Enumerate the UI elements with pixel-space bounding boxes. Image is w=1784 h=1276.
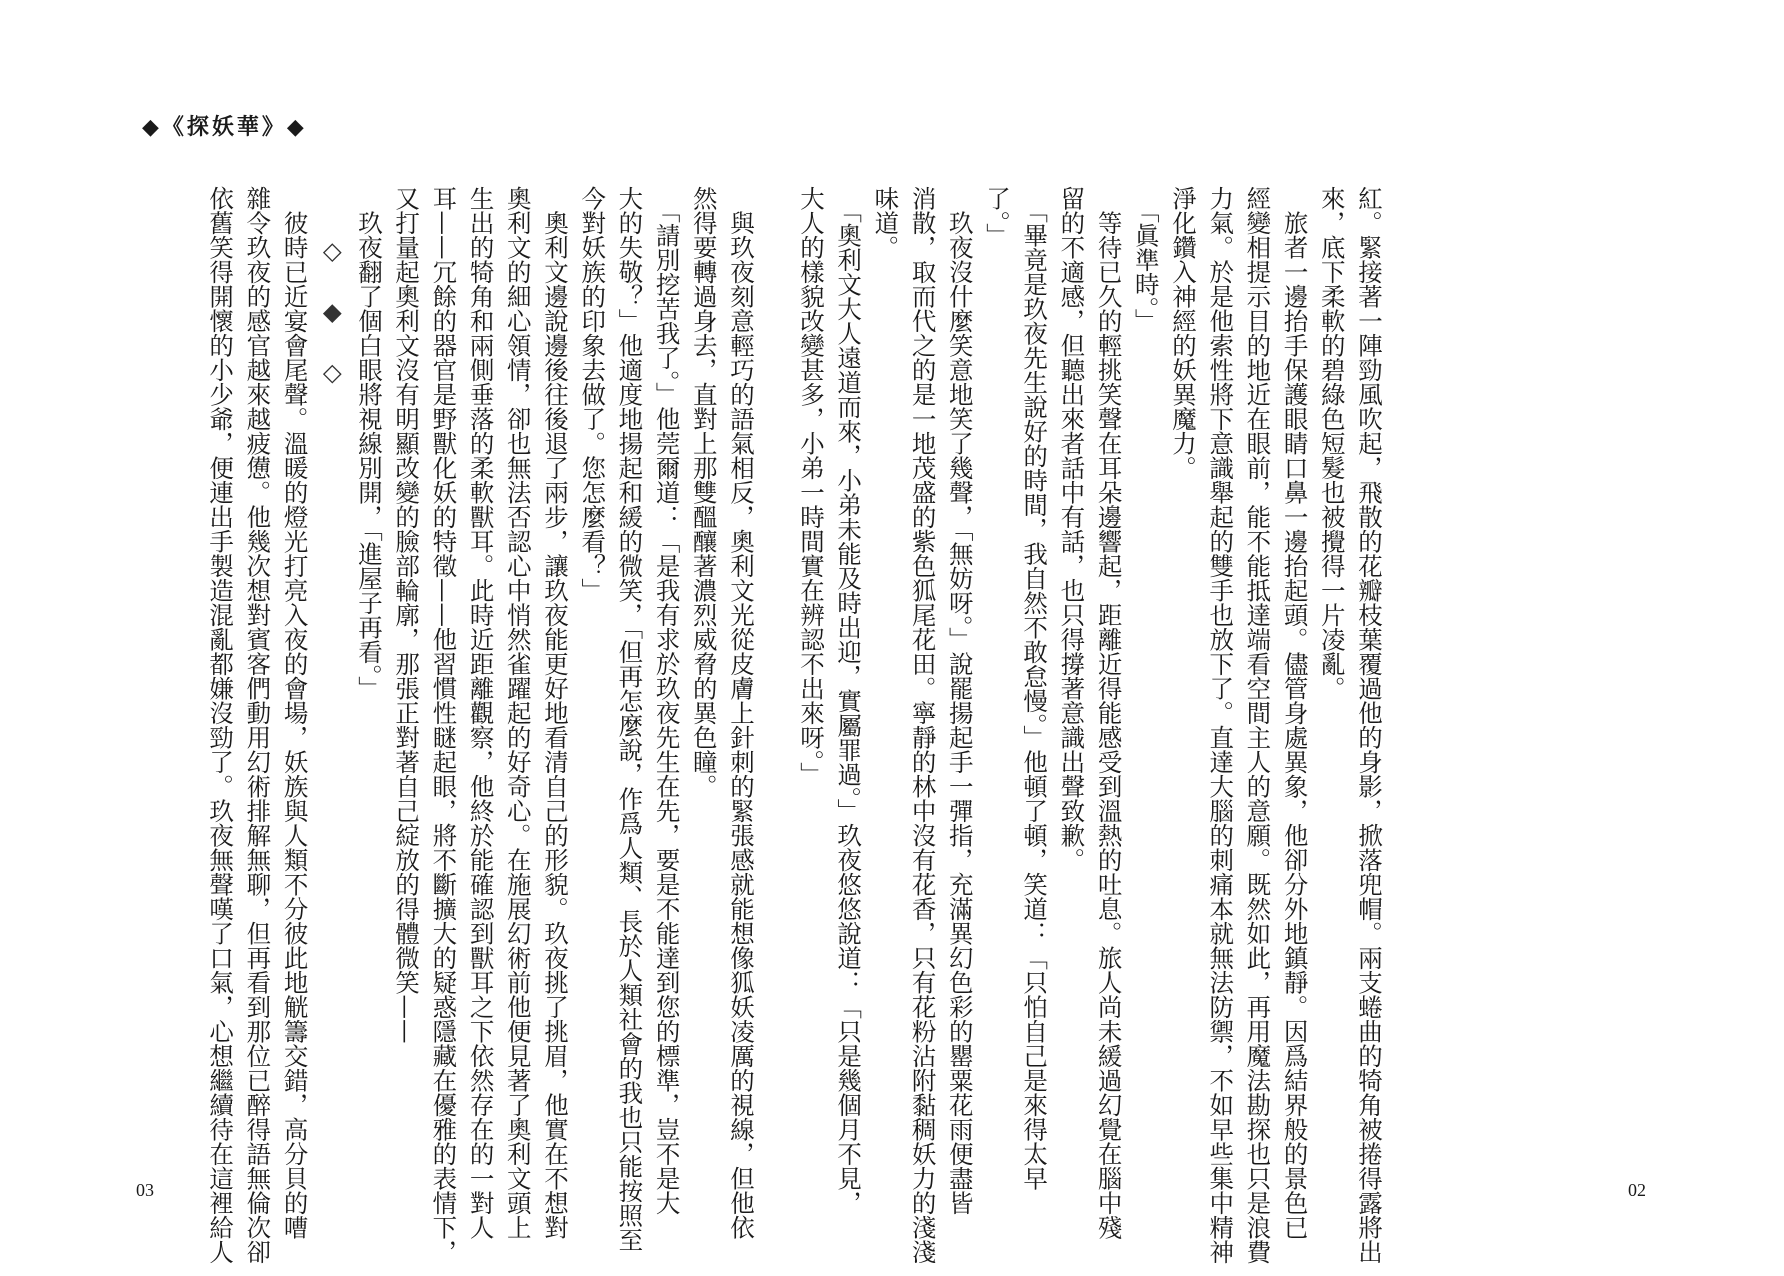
text-column: 玖夜沒什麼笑意地笑了幾聲，「無妨呀。」說罷揚起手一彈指，充滿異幻色彩的罌粟花雨便盡皆 <box>945 186 975 1215</box>
text-column: 與玖夜刻意輕巧的語氣相反，奧利文光從皮膚上針刺的緊張感就能想像狐妖凌厲的視線，但他依 <box>727 186 756 1240</box>
text-column: 依舊笑得開懷的小少爺，便連出手製造混亂都嫌沒勁了。玖夜無聲嘆了口氣，心想繼續待在這裡給人 <box>206 186 236 1264</box>
text-column: 雜令玖夜的感官越來越疲憊。他幾次想對賓客們動用幻術排解無聊，但再看到那位已醉得語無倫次卻 <box>243 186 273 1264</box>
section-separator: ◇ ◆ ◇ <box>317 236 347 399</box>
text-column: 奧利文邊說邊後往後退了兩步，讓玖夜能更好地看清自己的形貌。玖夜挑了挑眉，他實在不想對 <box>540 186 570 1240</box>
text-column: 經變相提示目的地近在眼前，能不能抵達端看空間主人的意願。既然如此，再用魔法勘探也只是浪費 <box>1243 186 1273 1264</box>
text-column: 紅。緊接著一陣勁風吹起，飛散的花瓣枝葉覆過他的身影，掀落兜帽。兩支蜷曲的犄角被捲得露將出 <box>1355 186 1384 1264</box>
text-column: 「請別挖苦我了。」他莞爾道：「是我有求於玖夜先生在先，要是不能達到您的標準，豈不是大 <box>652 186 682 1215</box>
text-column: 玖夜翻了個白眼將視線別開，「進屋子再看。」 <box>354 186 384 701</box>
text-column: 今對妖族的印象去做了。您怎麼看？」 <box>578 186 608 603</box>
text-column: 「奧利文大人遠道而來，小弟未能及時出迎，實屬罪過。」玖夜悠悠說道：「只是幾個月不見， <box>834 186 864 1215</box>
text-column: 大的失敬？」他適度地揚起和緩的微笑，「但再怎麼說，作爲人類、長於人類社會的我也只能按照至 <box>615 186 645 1252</box>
text-column: 淨化鑽入神經的妖異魔力。 <box>1168 186 1198 480</box>
text-column: 生出的犄角和兩側垂落的柔軟獸耳。此時近距離觀察，他終於能確認到獸耳之下依然存在的一對人 <box>466 186 496 1240</box>
text-column: 「眞準時。」 <box>1131 186 1161 333</box>
text-column: 留的不適感，但聽出來者話中有話，也只得撐著意識出聲致歉。 <box>1057 186 1087 872</box>
text-column: 彼時已近宴會尾聲。溫暖的燈光打亮入夜的會場，妖族與人類不分彼此地觥籌交錯，高分貝的嘈 <box>280 186 310 1240</box>
text-column: 奧利文的細心領情，卻也無法否認心中悄然雀躍起的好奇心。在施展幻術前他便見著了奧利文頭上 <box>503 186 533 1240</box>
text-column: 大人的樣貌改變甚多，小弟一時間實在辨認不出來呀。」 <box>796 186 826 787</box>
text-column: 了。」 <box>982 186 1012 248</box>
page-number-left: 03 <box>136 1180 154 1200</box>
running-title: ◆《探妖華》◆ <box>142 114 307 140</box>
text-column: 旅者一邊抬手保護眼睛口鼻一邊抬起頭。儘管身處異象，他卻分外地鎮靜。因爲結界般的景色已 <box>1280 186 1310 1240</box>
text-column: 然得要轉過身去，直對上那雙醞釀著濃烈威脅的異色瞳。 <box>689 186 719 799</box>
text-column: 來，底下柔軟的碧綠色短髮也被攪得一片凌亂。 <box>1317 186 1347 701</box>
text-column: 消散，取而代之的是一地茂盛的紫色狐尾花田。寧靜的林中沒有花香，只有花粉沾附黏稠妖力的淺淺 <box>908 186 938 1264</box>
text-column: 力氣。於是他索性將下意識舉起的雙手也放下了。直達大腦的刺痛本就無法防禦，不如早些集中精神 <box>1206 186 1236 1264</box>
text-column: 又打量起奧利文沒有明顯改變的臉部輪廓，那張正對著自己綻放的得體微笑—— <box>392 186 422 1044</box>
page-number-right: 02 <box>1628 1180 1646 1200</box>
text-column: 耳——冗餘的器官是野獸化妖的特徵——他習慣性瞇起眼，將不斷擴大的疑惑隱藏在優雅的表情下， <box>429 186 459 1264</box>
text-column: 味道。 <box>871 186 901 260</box>
text-column: 等待已久的輕挑笑聲在耳朵邊響起，距離近得能感受到溫熱的吐息。旅人尚未緩過幻覺在腦中殘 <box>1094 186 1124 1240</box>
page-right-text <box>796 186 1388 1264</box>
text-column: 「畢竟是玖夜先生說好的時間，我自然不敢怠慢。」他頓了頓，笑道：「只怕自己是來得太早 <box>1020 186 1050 1191</box>
